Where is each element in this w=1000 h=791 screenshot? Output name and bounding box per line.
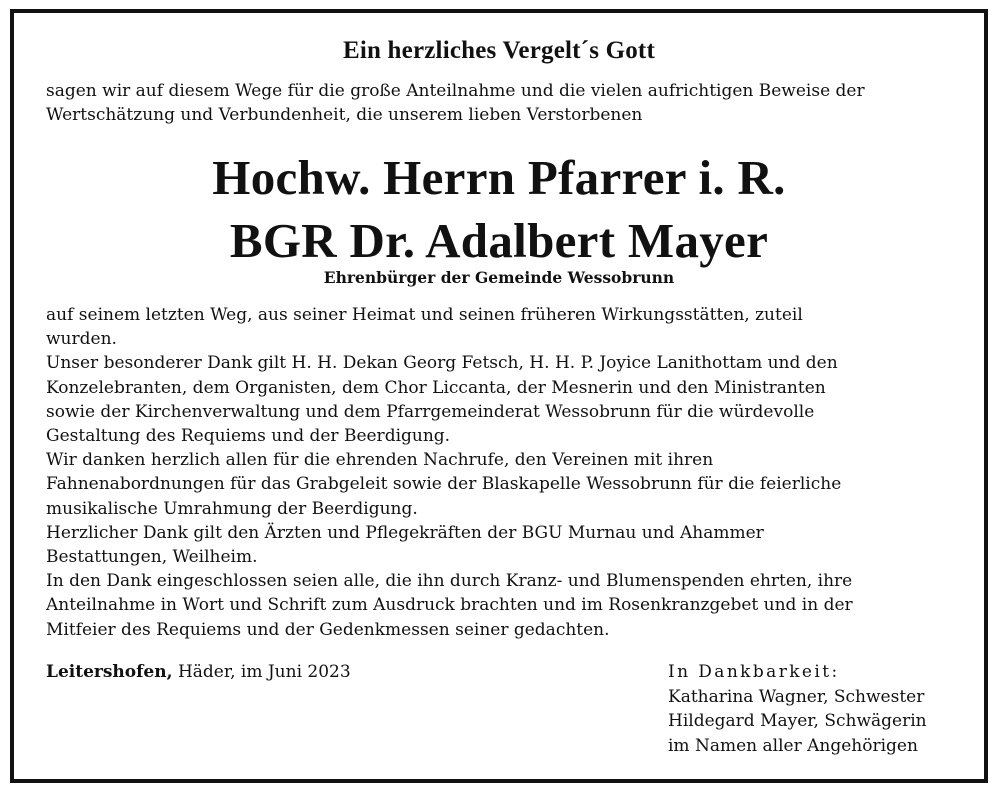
notice-heading: Ein herzliches Vergelt´s Gott <box>342 37 655 64</box>
body-line: Mitfeier des Requiems und der Gedenkmessen seiner gedachten. <box>46 619 610 640</box>
body-line: Wir danken herzlich allen für die ehrenden Nachrufe, den Vereinen mit ihren <box>46 450 714 471</box>
intro-paragraph <box>46 79 966 127</box>
signers-block <box>668 660 927 758</box>
signer-line: Hildegard Mayer, Schwägerin <box>668 711 927 731</box>
body-line: Konzelebranten, dem Organisten, dem Chor Liccanta, der Mesnerin und den Ministranten <box>46 377 826 398</box>
intro-line: Wertschätzung und Verbundenheit, die unserem lieben Verstorbenen <box>46 105 643 125</box>
body-line: Unser besonderer Dank gilt H. H. Dekan Georg Fetsch, H. H. P. Joyice Lanithottam und den <box>46 353 838 374</box>
thanks-paragraph <box>46 303 966 642</box>
signer-line: im Namen aller Angehörigen <box>668 735 918 756</box>
place-date <box>46 660 351 684</box>
body-line: sowie der Kirchenverwaltung und dem Pfarrgemeinderat Wessobrunn für die würdevolle <box>46 401 815 422</box>
signer-line: Katharina Wagner, Schwester <box>668 686 925 707</box>
deceased-title: Hochw. Herrn Pfarrer i. R. <box>212 150 786 205</box>
body-line: In den Dank eingeschlossen seien alle, die ihn durch Kranz- und Blumenspenden ehrten, ihre <box>46 571 853 592</box>
body-line: Anteilnahme in Wort und Schrift zum Ausdruck brachten und im Rosenkranzgebet und in der <box>46 595 853 616</box>
body-line: auf seinem letzten Weg, aus seiner Heimat und seinen früheren Wirkungsstätten, zuteil <box>46 305 803 325</box>
deceased-honor: Ehrenbürger der Gemeinde Wessobrunn <box>323 268 675 287</box>
signers-title: In Dankbarkeit: <box>668 662 840 682</box>
intro-line: sagen wir auf diesem Wege für die große Anteilnahme und die vielen aufrichtigen Beweise der <box>46 81 865 101</box>
body-line: Gestaltung des Requiems und der Beerdigung. <box>46 426 451 447</box>
body-line: musikalische Umrahmung der Beerdigung. <box>46 498 418 519</box>
place-rest: Häder, im Juni 2023 <box>177 662 351 682</box>
body-line: wurden. <box>46 329 117 350</box>
place-town: Leitershofen, <box>46 662 173 682</box>
body-line: Fahnenabordnungen für das Grabgeleit sowie der Blaskapelle Wessobrunn für die feierliche <box>46 474 842 495</box>
body-line: Herzlicher Dank gilt den Ärzten und Pflegekräften der BGU Murnau und Ahammer <box>46 522 764 543</box>
deceased-name: BGR Dr. Adalbert Mayer <box>229 213 769 268</box>
notice-content <box>14 13 984 779</box>
body-line: Bestattungen, Weilheim. <box>46 547 258 568</box>
notice-frame <box>10 9 988 783</box>
